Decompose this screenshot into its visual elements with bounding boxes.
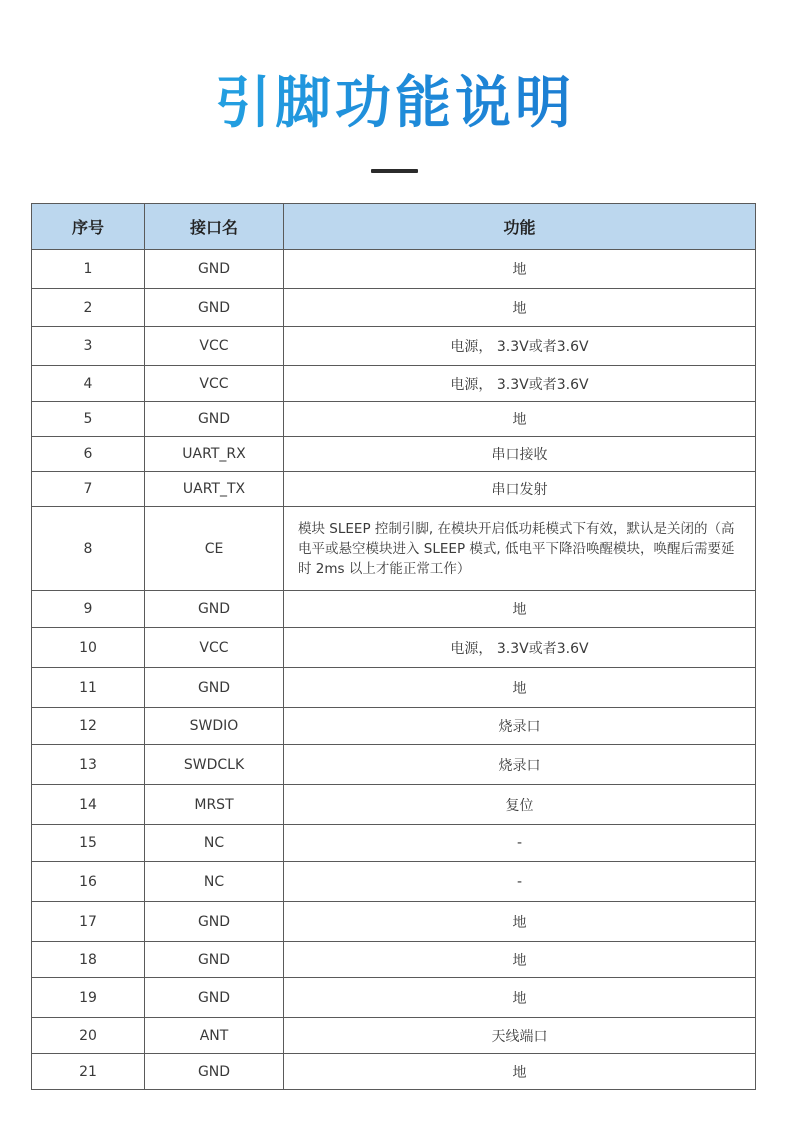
pin-name-cell: SWDIO	[145, 708, 284, 745]
pin-function-cell: 串口发射	[284, 472, 756, 507]
pin-function-cell: 地	[284, 668, 756, 708]
pin-number-cell: 17	[32, 902, 145, 942]
pin-function-cell: 烧录口	[284, 708, 756, 745]
pin-name-cell: GND	[145, 250, 284, 289]
pin-number-cell: 9	[32, 591, 145, 628]
table-row	[32, 402, 756, 437]
pin-number-cell: 11	[32, 668, 145, 708]
pin-function-cell: 复位	[284, 785, 756, 825]
pin-name-cell: CE	[145, 507, 284, 591]
pin-number-cell: 1	[32, 250, 145, 289]
pin-name-cell: GND	[145, 591, 284, 628]
pin-name-cell: GND	[145, 978, 284, 1018]
pin-number-cell: 6	[32, 437, 145, 472]
table-row	[32, 472, 756, 507]
pin-number-cell: 3	[32, 327, 145, 366]
pin-name-cell: SWDCLK	[145, 745, 284, 785]
pin-function-cell: 地	[284, 289, 756, 327]
pin-function-cell: 串口接收	[284, 437, 756, 472]
header-function: 功能	[284, 204, 756, 250]
table-row	[32, 1054, 756, 1090]
pin-name-cell: GND	[145, 902, 284, 942]
table-row	[32, 289, 756, 327]
table-row	[32, 628, 756, 668]
pin-number-cell: 13	[32, 745, 145, 785]
pin-name-cell: GND	[145, 668, 284, 708]
pin-name-cell: GND	[145, 1054, 284, 1090]
table-row	[32, 591, 756, 628]
pin-number-cell: 2	[32, 289, 145, 327]
pin-function-cell: 模块 SLEEP 控制引脚, 在模块开启低功耗模式下有效，默认是关闭的（高电平或悬空模块进入 SLEEP 模式, 低电平下降沿唤醒模块，唤醒后需要延时 2ms 以上才能正常工作）	[284, 507, 756, 591]
pin-number-cell: 19	[32, 978, 145, 1018]
pin-function-cell: 地	[284, 978, 756, 1018]
page-title: 引脚功能说明	[0, 66, 790, 142]
table-row	[32, 978, 756, 1018]
table-header-row	[32, 204, 756, 250]
pin-name-cell: UART_TX	[145, 472, 284, 507]
table-row	[32, 902, 756, 942]
pin-function-cell: 地	[284, 402, 756, 437]
pin-function-cell: 烧录口	[284, 745, 756, 785]
table-row	[32, 745, 756, 785]
header-index: 序号	[32, 204, 145, 250]
pin-number-cell: 12	[32, 708, 145, 745]
pin-function-cell: 地	[284, 902, 756, 942]
title-underline	[371, 169, 418, 173]
pin-function-cell: 地	[284, 942, 756, 978]
pin-number-cell: 7	[32, 472, 145, 507]
table-row	[32, 250, 756, 289]
table-row	[32, 862, 756, 902]
pin-function-cell: -	[284, 862, 756, 902]
pin-name-cell: MRST	[145, 785, 284, 825]
pin-name-cell: GND	[145, 402, 284, 437]
pin-function-cell: 地	[284, 591, 756, 628]
pin-name-cell: VCC	[145, 327, 284, 366]
pin-number-cell: 21	[32, 1054, 145, 1090]
pin-name-cell: NC	[145, 862, 284, 902]
pin-name-cell: VCC	[145, 628, 284, 668]
pin-function-cell: -	[284, 825, 756, 862]
pin-name-cell: NC	[145, 825, 284, 862]
table-row	[32, 507, 756, 591]
pin-number-cell: 4	[32, 366, 145, 402]
table-row	[32, 366, 756, 402]
table-body	[32, 250, 756, 1090]
pin-function-table	[31, 203, 756, 1090]
pin-number-cell: 18	[32, 942, 145, 978]
pin-name-cell: GND	[145, 942, 284, 978]
pin-name-cell: VCC	[145, 366, 284, 402]
table-row	[32, 437, 756, 472]
pin-function-cell: 地	[284, 250, 756, 289]
pin-function-cell: 地	[284, 1054, 756, 1090]
table-row	[32, 942, 756, 978]
pin-number-cell: 16	[32, 862, 145, 902]
pin-function-cell: 电源， 3.3V或者3.6V	[284, 327, 756, 366]
table-row	[32, 327, 756, 366]
pin-number-cell: 20	[32, 1018, 145, 1054]
pin-function-cell: 电源， 3.3V或者3.6V	[284, 628, 756, 668]
pin-function-cell: 天线端口	[284, 1018, 756, 1054]
table-row	[32, 785, 756, 825]
pin-number-cell: 10	[32, 628, 145, 668]
pin-function-cell: 电源， 3.3V或者3.6V	[284, 366, 756, 402]
pin-number-cell: 15	[32, 825, 145, 862]
pin-name-cell: GND	[145, 289, 284, 327]
table-row	[32, 1018, 756, 1054]
table-row	[32, 708, 756, 745]
table-row	[32, 668, 756, 708]
pin-name-cell: UART_RX	[145, 437, 284, 472]
table-row	[32, 825, 756, 862]
pin-number-cell: 14	[32, 785, 145, 825]
header-interface-name: 接口名	[145, 204, 284, 250]
pin-name-cell: ANT	[145, 1018, 284, 1054]
pin-number-cell: 5	[32, 402, 145, 437]
pin-number-cell: 8	[32, 507, 145, 591]
